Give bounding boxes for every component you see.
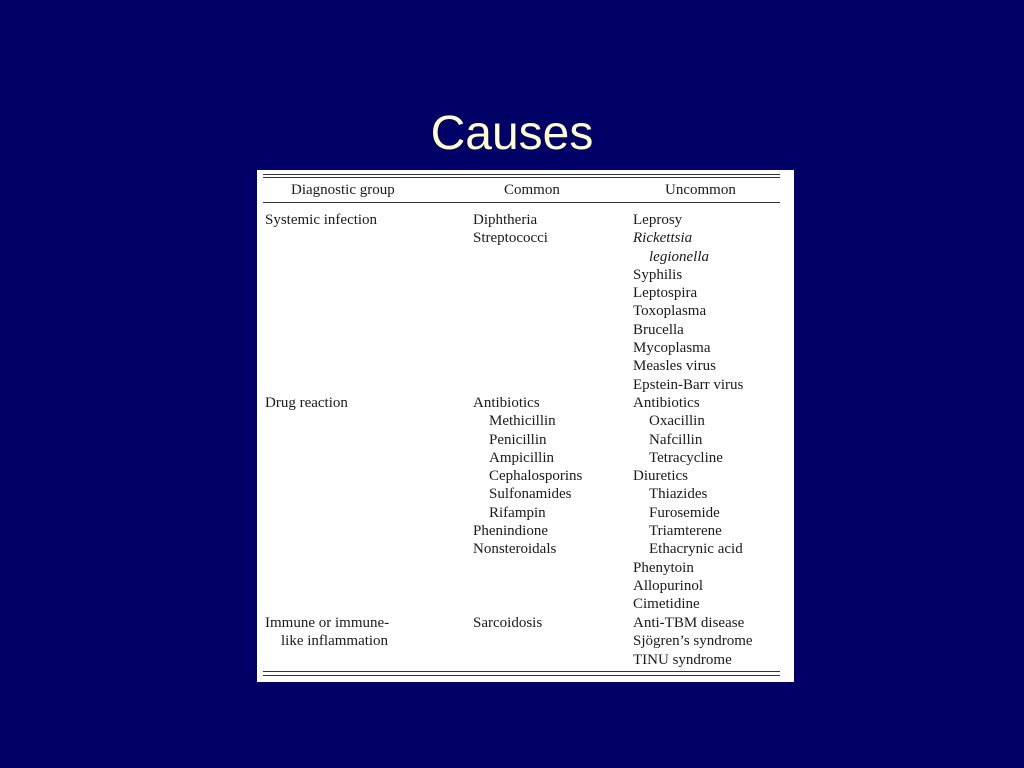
header-common: Common (504, 182, 560, 198)
common-cause: Rifampin (489, 504, 546, 521)
common-cause: Penicillin (489, 431, 547, 448)
causes-table (257, 170, 794, 682)
uncommon-cause: Epstein-Barr virus (633, 376, 744, 393)
uncommon-cause: Leprosy (633, 212, 683, 228)
uncommon-cell (633, 211, 743, 394)
uncommon-cause: Allopurinol (633, 577, 703, 594)
common-cell (473, 394, 582, 559)
uncommon-cause: Toxoplasma (633, 303, 707, 320)
uncommon-cause: Phenytoin (633, 559, 694, 576)
table-bottom-rule-inner (263, 675, 780, 676)
table-top-rule (263, 174, 780, 175)
uncommon-cause: Measles virus (633, 358, 716, 375)
uncommon-cause: Cimetidine (633, 596, 700, 613)
uncommon-cause: Nafcillin (649, 431, 703, 448)
group-cell (265, 614, 389, 651)
uncommon-cell (633, 394, 743, 614)
uncommon-cause: Mycoplasma (633, 340, 711, 357)
uncommon-cause: Syphilis (633, 266, 683, 283)
common-cause: Methicillin (489, 413, 556, 430)
uncommon-cause: Oxacillin (649, 413, 705, 430)
uncommon-cause: Thiazides (649, 486, 708, 503)
common-cause: Antibiotics (473, 395, 540, 411)
uncommon-cause: Diuretics (633, 468, 688, 485)
uncommon-cause: Rickettsia (633, 230, 693, 247)
uncommon-cause: Tetracycline (649, 449, 723, 466)
common-cause: Sulfonamides (489, 486, 572, 503)
group-label: Immune or immune- (265, 615, 390, 631)
common-cause: Sarcoidosis (473, 615, 543, 631)
group-label: Drug reaction (265, 395, 348, 411)
uncommon-cause: Brucella (633, 321, 684, 338)
group-label: like inflammation (281, 633, 389, 650)
common-cause: Streptococci (473, 230, 548, 247)
group-label: Systemic infection (265, 212, 378, 228)
uncommon-cause: Antibiotics (633, 395, 700, 411)
table-header-rule (263, 202, 780, 203)
uncommon-cause: Furosemide (649, 504, 720, 521)
common-cell (473, 614, 542, 632)
uncommon-cell (633, 614, 753, 669)
common-cause: Diphtheria (473, 212, 538, 228)
uncommon-cause: Leptospira (633, 285, 698, 302)
common-cause: Nonsteroidals (473, 541, 557, 558)
uncommon-cause: legionella (649, 248, 709, 265)
header-uncommon: Uncommon (665, 182, 736, 198)
uncommon-cause: Anti-TBM disease (633, 615, 745, 631)
uncommon-cause: Sjögren’s syndrome (633, 633, 753, 650)
common-cause: Phenindione (473, 523, 548, 540)
group-cell (265, 211, 377, 229)
group-cell (265, 394, 348, 412)
slide-title: Causes (430, 107, 594, 160)
uncommon-cause: Ethacrynic acid (649, 541, 743, 558)
table-bottom-rule (263, 671, 780, 672)
uncommon-cause: Triamterene (649, 523, 722, 540)
common-cell (473, 211, 548, 248)
table-top-rule-inner (263, 177, 780, 178)
header-diagnostic-group: Diagnostic group (291, 182, 395, 198)
common-cause: Cephalosporins (489, 468, 583, 485)
uncommon-cause: TINU syndrome (633, 651, 732, 668)
common-cause: Ampicillin (489, 449, 554, 466)
